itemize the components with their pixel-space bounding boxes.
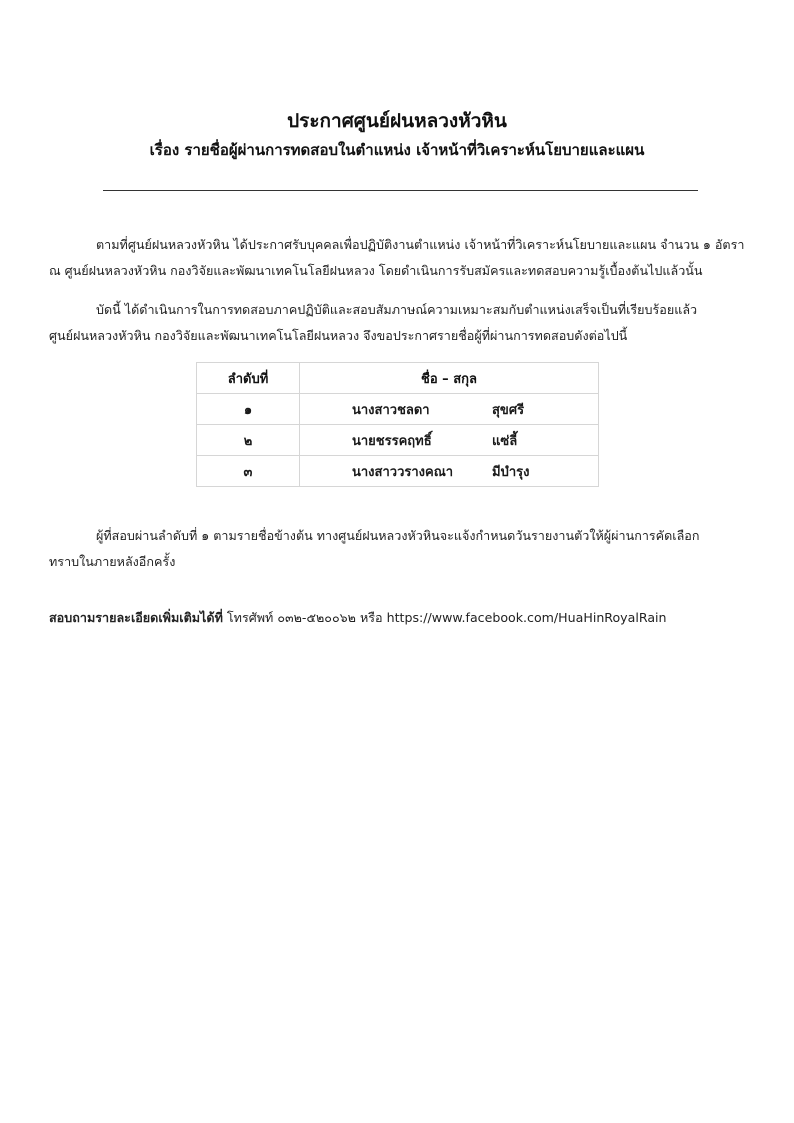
paragraph-intro xyxy=(49,232,745,284)
paragraph-intro-line-2: ณ ศูนย์ฝนหลวงหัวหิน กองวิจัยและพัฒนาเทคโนโลยีฝนหลวง โดยดำเนินการรับสมัครและทดสอบความรู้เบื้องต้นไปแล้วนั้น xyxy=(49,263,703,278)
paragraph-next-steps-line-2: ทราบในภายหลังอีกครั้ง xyxy=(49,554,176,569)
contact-info xyxy=(49,607,749,629)
row-first-name: นายชรรคฤทธิ์ xyxy=(352,433,432,449)
announcement-subject: เรื่อง รายชื่อผู้ผ่านการทดสอบในตำแหน่ง เจ้าหน้าที่วิเคราะห์นโยบายและแผน xyxy=(149,141,645,159)
paragraph-next-steps xyxy=(49,523,741,575)
contact-label: สอบถามรายละเอียดเพิ่มเติมได้ที่ xyxy=(49,610,223,625)
table-row xyxy=(197,456,599,487)
row-name xyxy=(300,394,599,425)
header-order: ลำดับที่ xyxy=(197,363,300,394)
paragraph-announcement-line-1: บัดนี้ ได้ดำเนินการในการทดสอบภาคปฏิบัติและสอบสัมภาษณ์ความเหมาะสมกับตำแหน่งเสร็จเป็นที่เรียบร้อยแล้ว xyxy=(96,302,698,317)
header-divider xyxy=(103,190,698,191)
paragraph-next-steps-line-1: ผู้ที่สอบผ่านลำดับที่ ๑ ตามรายชื่อข้างต้น ทางศูนย์ฝนหลวงหัวหินจะแจ้งกำหนดวันรายงานตัวให้ผู้ผ่านการคัดเลือก xyxy=(96,528,700,543)
table-row xyxy=(197,425,599,456)
row-first-name: นางสาววรางคณา xyxy=(352,464,454,480)
row-name xyxy=(300,456,599,487)
row-order: ๓ xyxy=(197,456,300,487)
row-name xyxy=(300,425,599,456)
table-header-row xyxy=(197,363,599,394)
paragraph-announcement-line-2: ศูนย์ฝนหลวงหัวหิน กองวิจัยและพัฒนาเทคโนโลยีฝนหลวง จึงขอประกาศรายชื่อผู้ที่ผ่านการทดสอบดังต่อไปนี้ xyxy=(49,328,628,343)
row-last-name: แซ่ลี้ xyxy=(492,433,518,449)
row-order: ๒ xyxy=(197,425,300,456)
row-order: ๑ xyxy=(197,394,300,425)
row-last-name: สุขศรี xyxy=(492,402,525,418)
contact-phone: โทรศัพท์ ๐๓๒-๕๒๐๐๖๒ หรือ xyxy=(226,610,383,625)
passed-candidates-table xyxy=(196,362,599,487)
header-name: ชื่อ – สกุล xyxy=(300,363,599,394)
announcement-title: ประกาศศูนย์ฝนหลวงหัวหิน xyxy=(287,110,507,132)
table-row xyxy=(197,394,599,425)
row-first-name: นางสาวชลดา xyxy=(352,402,430,418)
paragraph-intro-line-1: ตามที่ศูนย์ฝนหลวงหัวหิน ได้ประกาศรับบุคคลเพื่อปฏิบัติงานตำแหน่ง เจ้าหน้าที่วิเคราะห์นโยบายและแผน จำนวน ๑ อัตรา xyxy=(96,237,745,252)
paragraph-announcement xyxy=(49,297,741,349)
row-last-name: มีบำรุง xyxy=(492,464,530,480)
contact-url: https://www.facebook.com/HuaHinRoyalRain xyxy=(386,610,667,625)
